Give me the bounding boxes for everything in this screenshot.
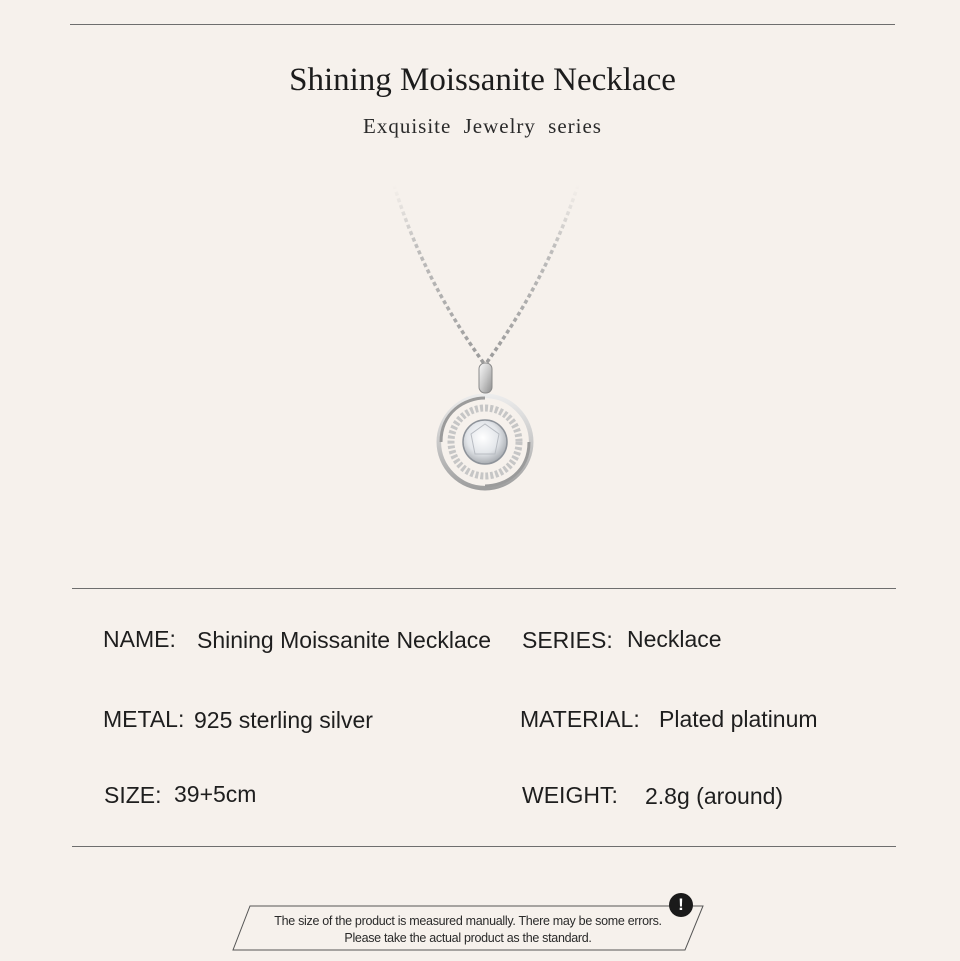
metal-value: 925 sterling silver [194,707,373,733]
name-value: Shining Moissanite Necklace [197,627,492,653]
necklace-image [380,180,590,500]
size-value: 39+5cm [174,781,257,807]
material-value: Plated platinum [659,706,818,732]
weight-value: 2.8g (around) [645,783,784,809]
top-divider [70,24,895,25]
name-label: NAME: [103,626,176,652]
size-label: SIZE: [104,782,162,808]
specs-top-divider [72,588,896,589]
disclaimer-line-2: Please take the actual product as the standard. [344,931,592,945]
material-label: MATERIAL: [520,706,640,732]
series-label: SERIES: [522,627,613,653]
disclaimer-line-1: The size of the product is measured manually. There may be some errors. [274,914,662,928]
specs-bottom-divider [72,846,896,847]
disclaimer-box [232,905,704,951]
page-subtitle: Exquisite Jewelry series [363,114,602,138]
metal-label: METAL: [103,706,185,732]
series-value: Necklace [627,626,722,652]
weight-label: WEIGHT: [522,782,618,808]
exclamation-icon: ! [669,893,693,917]
page-title: Shining Moissanite Necklace [289,62,676,98]
